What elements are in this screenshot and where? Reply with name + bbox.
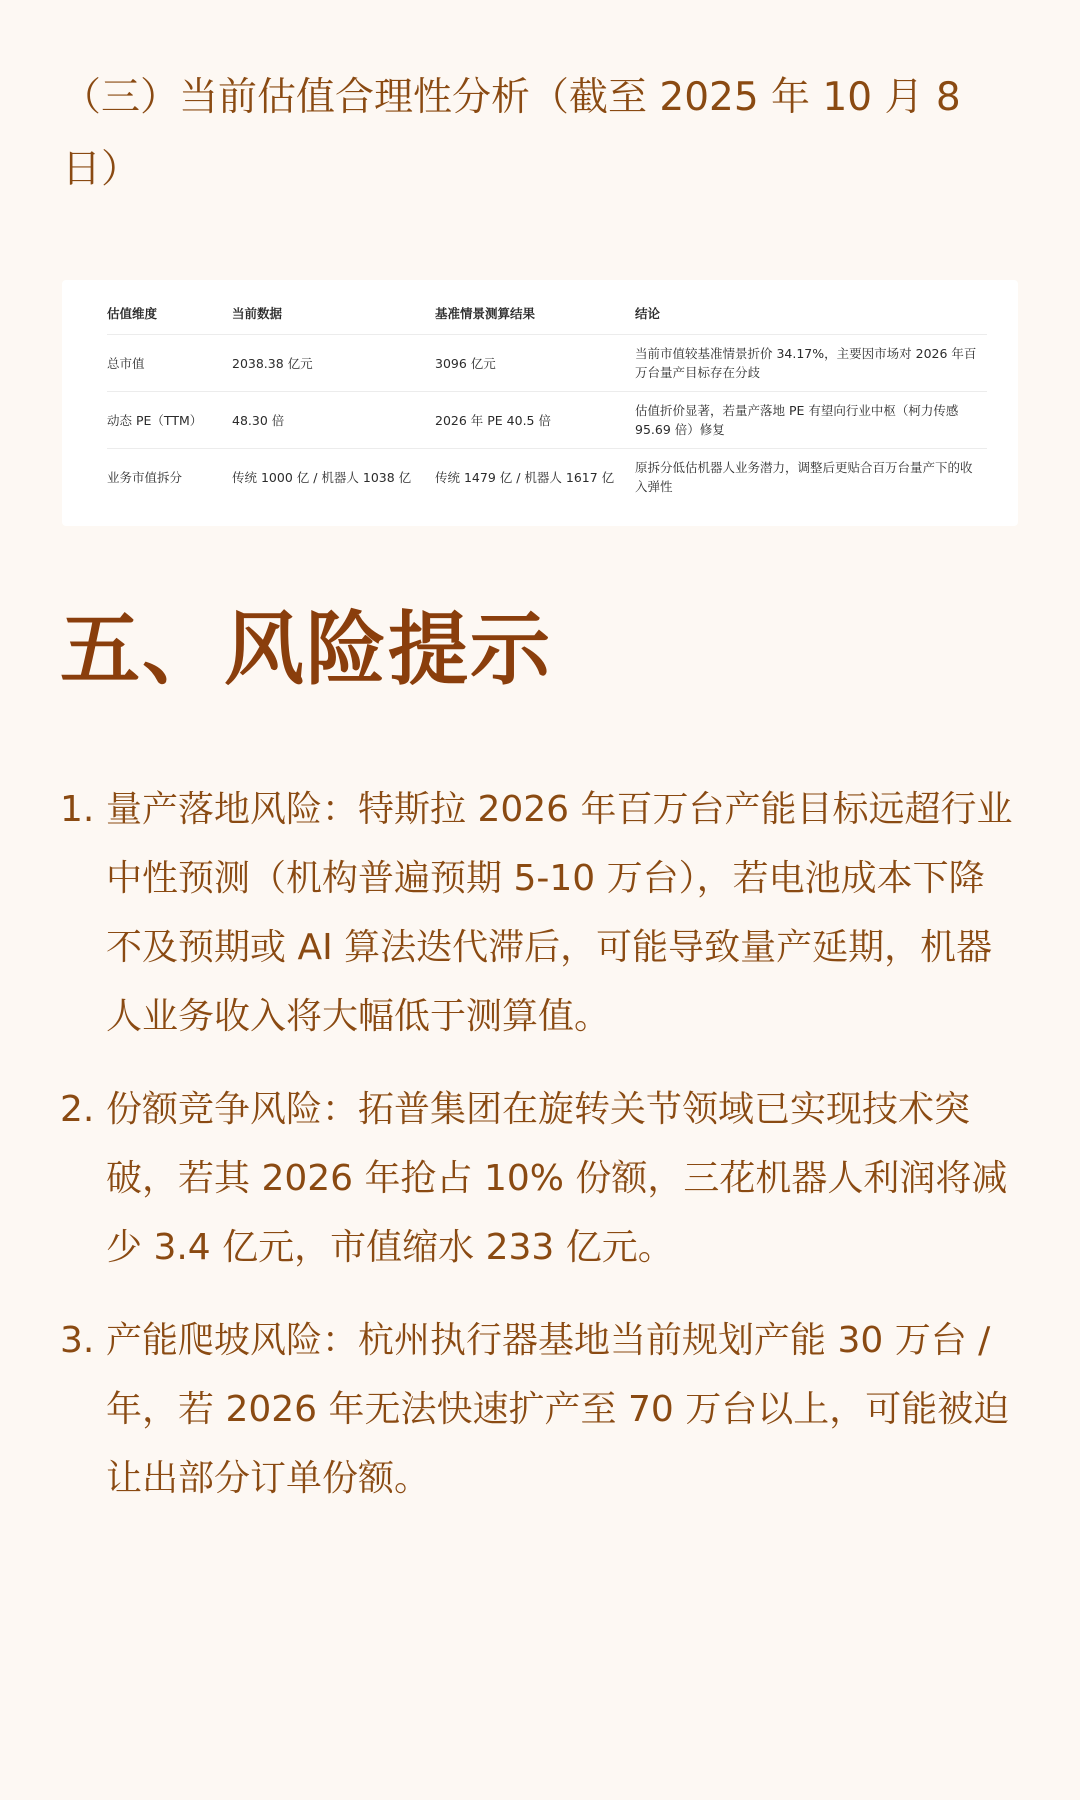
table-cell: 原拆分低估机器人业务潜力，调整后更贴合百万台量产下的收入弹性 [635,460,973,494]
list-item-number: 1. [60,789,95,830]
risk-heading: 产能爬坡风险： [106,1320,359,1361]
valuation-table [107,292,987,505]
table-header-row [107,292,987,335]
list-item [60,1306,1020,1513]
risk-heading: 份额竞争风险： [106,1089,359,1130]
table-cell: 估值折价显著，若量产落地 PE 有望向行业中枢（柯力传感 95.69 倍）修复 [635,392,987,449]
risk-list [60,775,1020,1537]
risk-text: 杭州执行器基地当前规划产能 30 万台 / 年，若 2026 年无法快速扩产至 70 万台以上，可能被迫让出部分订单份额。 [106,1320,1010,1499]
table-cell: 动态 PE（TTM） [107,392,232,449]
section-title: 五、风险提示 [60,603,552,696]
risk-heading: 量产落地风险： [106,789,359,830]
valuation-table-card [62,280,1018,526]
table-row [107,392,987,449]
table-cell: 传统 1479 亿 / 机器人 1617 亿 [435,469,615,485]
list-item-number: 3. [60,1320,95,1361]
table-cell: 传统 1000 亿 / 机器人 1038 亿 [232,469,412,485]
table-cell: 总市值 [107,335,232,392]
table-header-cell: 结论 [635,292,987,335]
list-item-number: 2. [60,1089,95,1130]
table-cell: 2038.38 亿元 [232,335,435,392]
table-header-cell: 基准情景测算结果 [435,292,635,335]
table-header-cell: 估值维度 [107,292,232,335]
table-cell: 当前市值较基准情景折价 34.17%，主要因市场对 2026 年百万台量产目标存在分歧 [635,335,987,392]
list-item [60,775,1020,1051]
table-row [107,335,987,392]
table-cell: 2026 年 PE 40.5 倍 [435,392,635,449]
valuation-table-wrapper [107,292,987,505]
risk-text: 特斯拉 2026 年百万台产能目标远超行业中性预测（机构普遍预期 5-10 万台），若电池成本下降不及预期或 AI 算法迭代滞后，可能导致量产延期，机器人业务收入将大幅低于测算值。 [106,789,1013,1037]
table-row [107,449,987,506]
subsection-title: （三）当前估值合理性分析（截至 2025 年 10 月 8 日） [62,75,961,192]
table-cell: 3096 亿元 [435,335,635,392]
risk-text: 拓普集团在旋转关节领域已实现技术突破，若其 2026 年抢占 10% 份额，三花机器人利润将减少 3.4 亿元，市值缩水 233 亿元。 [106,1089,1008,1268]
table-header-cell: 当前数据 [232,292,435,335]
list-item [60,1075,1020,1282]
table-cell: 业务市值拆分 [107,469,183,485]
table-cell: 48.30 倍 [232,392,435,449]
